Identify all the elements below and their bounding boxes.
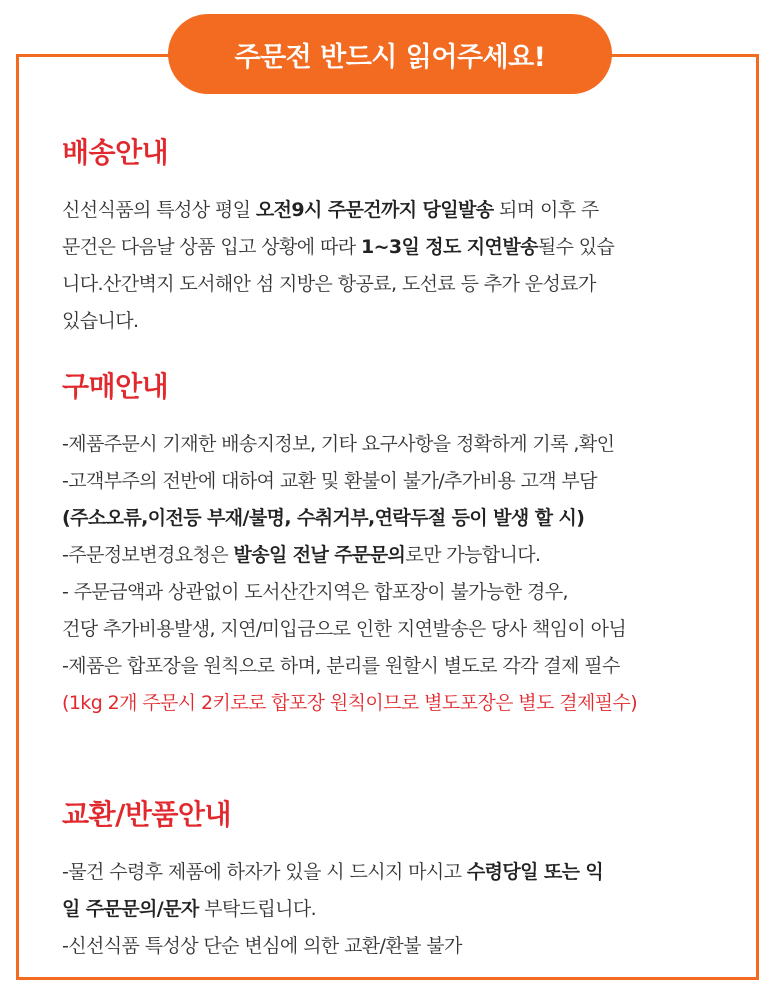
text-line xyxy=(62,685,752,722)
text-line xyxy=(62,229,752,266)
shipping-info-section xyxy=(62,136,752,340)
text-line xyxy=(62,303,752,340)
body-text: 있습니다. xyxy=(62,309,139,332)
exchange-return-title: 교환/반품안내 xyxy=(62,798,232,831)
text-line xyxy=(62,891,752,928)
shipping-info-body xyxy=(62,192,752,340)
text-line xyxy=(62,611,752,648)
body-text: 문건은 다음날 상품 입고 상황에 따라 xyxy=(62,235,361,258)
body-text: -제품주문시 기재한 배송지정보, 기타 요구사항을 정확하게 기록 ,확인 xyxy=(62,432,615,455)
body-text: -주문정보변경요청은 xyxy=(62,543,234,566)
body-text: 로만 가능합니다. xyxy=(405,543,541,566)
text-line xyxy=(62,574,752,611)
body-text: -물건 수령후 제품에 하자가 있을 시 드시지 마시고 xyxy=(62,860,467,883)
purchase-info-section xyxy=(62,370,752,722)
body-text: -신선식품 특성상 단순 변심에 의한 교환/환불 불가 xyxy=(62,934,462,957)
text-line xyxy=(62,648,752,685)
text-line xyxy=(62,192,752,229)
emphasis-text: 1~3일 정도 지연발송 xyxy=(360,235,538,258)
emphasis-text: 일 주문문의/문자 xyxy=(62,897,199,920)
purchase-info-body xyxy=(62,426,752,722)
notice-header-title: 주문전 반드시 읽어주세요! xyxy=(234,41,546,73)
body-text: (1kg 2개 주문시 2키로로 합포장 원칙이므로 별도포장은 별도 결제필수) xyxy=(62,691,638,714)
body-text: -고객부주의 전반에 대하여 교환 및 환불이 불가/추가비용 고객 부담 xyxy=(62,469,597,492)
body-text: -제품은 합포장을 원칙으로 하며, 분리를 원할시 별도로 각각 결제 필수 xyxy=(62,654,620,677)
body-text: - 주문금액과 상관없이 도서산간지역은 합포장이 불가능한 경우, xyxy=(62,580,568,603)
shipping-info-title: 배송안내 xyxy=(62,136,169,169)
emphasis-text: (주소오류,이전등 부재/불명, 수취거부,연락두절 등이 발생 할 시) xyxy=(62,506,585,529)
exchange-return-section xyxy=(62,798,752,965)
emphasis-text: 오전9시 주문건까지 당일발송 xyxy=(255,198,494,221)
body-text: 신선식품의 특성상 평일 xyxy=(62,198,256,221)
purchase-info-title: 구매안내 xyxy=(62,370,169,403)
body-text: 건당 추가비용발생, 지연/미입금으로 인한 지연발송은 당사 책임이 아님 xyxy=(62,617,627,640)
body-text: 니다.산간벽지 도서해안 섬 지방은 항공료, 도선료 등 추가 운성료가 xyxy=(62,272,596,295)
text-line xyxy=(62,537,752,574)
notice-header-banner xyxy=(168,14,612,94)
text-line xyxy=(62,854,752,891)
text-line xyxy=(62,266,752,303)
emphasis-text: 수령당일 또는 익 xyxy=(466,860,604,883)
text-line xyxy=(62,500,752,537)
body-text: 되며 이후 주 xyxy=(493,198,599,221)
text-line xyxy=(62,463,752,500)
text-line xyxy=(62,426,752,463)
body-text: 될수 있습 xyxy=(537,235,615,258)
exchange-return-body xyxy=(62,854,752,965)
text-line xyxy=(62,928,752,965)
emphasis-text: 발송일 전날 주문문의 xyxy=(233,543,406,566)
body-text: 부탁드립니다. xyxy=(198,897,317,920)
